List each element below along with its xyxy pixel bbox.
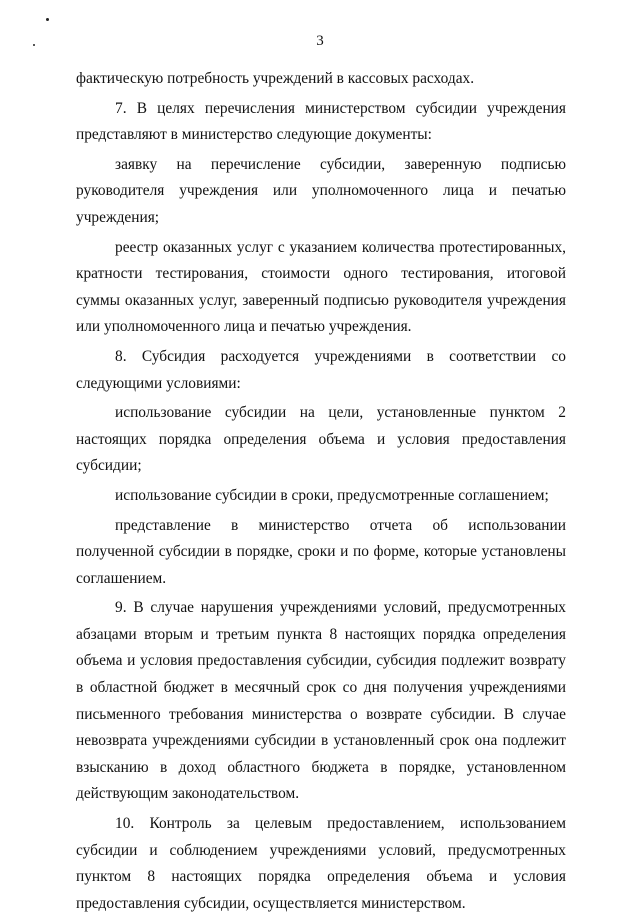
paragraph-request: заявку на перечисление субсидии, заверенную подписью руководителя учреждения или уполномоченного лица и печатью учреждения; [76,155,566,226]
paragraph-item-10: 10. Контроль за целевым предоставлением, использованием субсидии и соблюдением учреждениями условий, предусмотренных пунктом 8 настоящих порядка определения объема и условия предоставления субсидии, осуществляется министерством. [76,815,566,912]
scan-speck [46,18,49,21]
page-number: 3 [316,33,324,49]
document-body [76,66,566,920]
paragraph-condition-report: представление в министерство отчета об использовании полученной субсидии в порядке, сроки и по форме, которые установлены соглашением. [76,516,566,587]
paragraph-item-7: 7. В целях перечисления министерством субсидии учреждения представляют в министерство следующие документы: [76,99,566,144]
paragraph-registry: реестр оказанных услуг с указанием количества протестированных, кратности тестирования, стоимости одного тестирования, итоговой суммы оказанных услуг, заверенный подписью руководителя учреждения или уполномоченного лица и печатью учреждения. [76,238,566,336]
paragraph-item-8: 8. Субсидия расходуется учреждениями в соответствии со следующими условиями: [76,347,566,392]
paragraph-condition-terms: использование субсидии в сроки, предусмотренные соглашением; [115,486,549,504]
paragraph-continuation: фактическую потребность учреждений в кассовых расходах. [76,70,475,87]
paragraph-condition-purpose: использование субсидии на цели, установленные пунктом 2 настоящих порядка определения объема и условия предоставления субсидии; [76,404,566,475]
paragraph-item-9: 9. В случае нарушения учреждениями условий, предусмотренных абзацами вторым и третьим пункта 8 настоящих порядка определения объема и условия предоставления субсидии, субсидия подлежит возврату в областной бюджет в месячный срок со дня получения учреждениями письменного требования министерства о возврате субсидии. В случае невозврата учреждениями субсидии в установленный срок она подлежит взысканию в доход областного бюджета в порядке, установленном действующим законодательством. [76,599,566,803]
